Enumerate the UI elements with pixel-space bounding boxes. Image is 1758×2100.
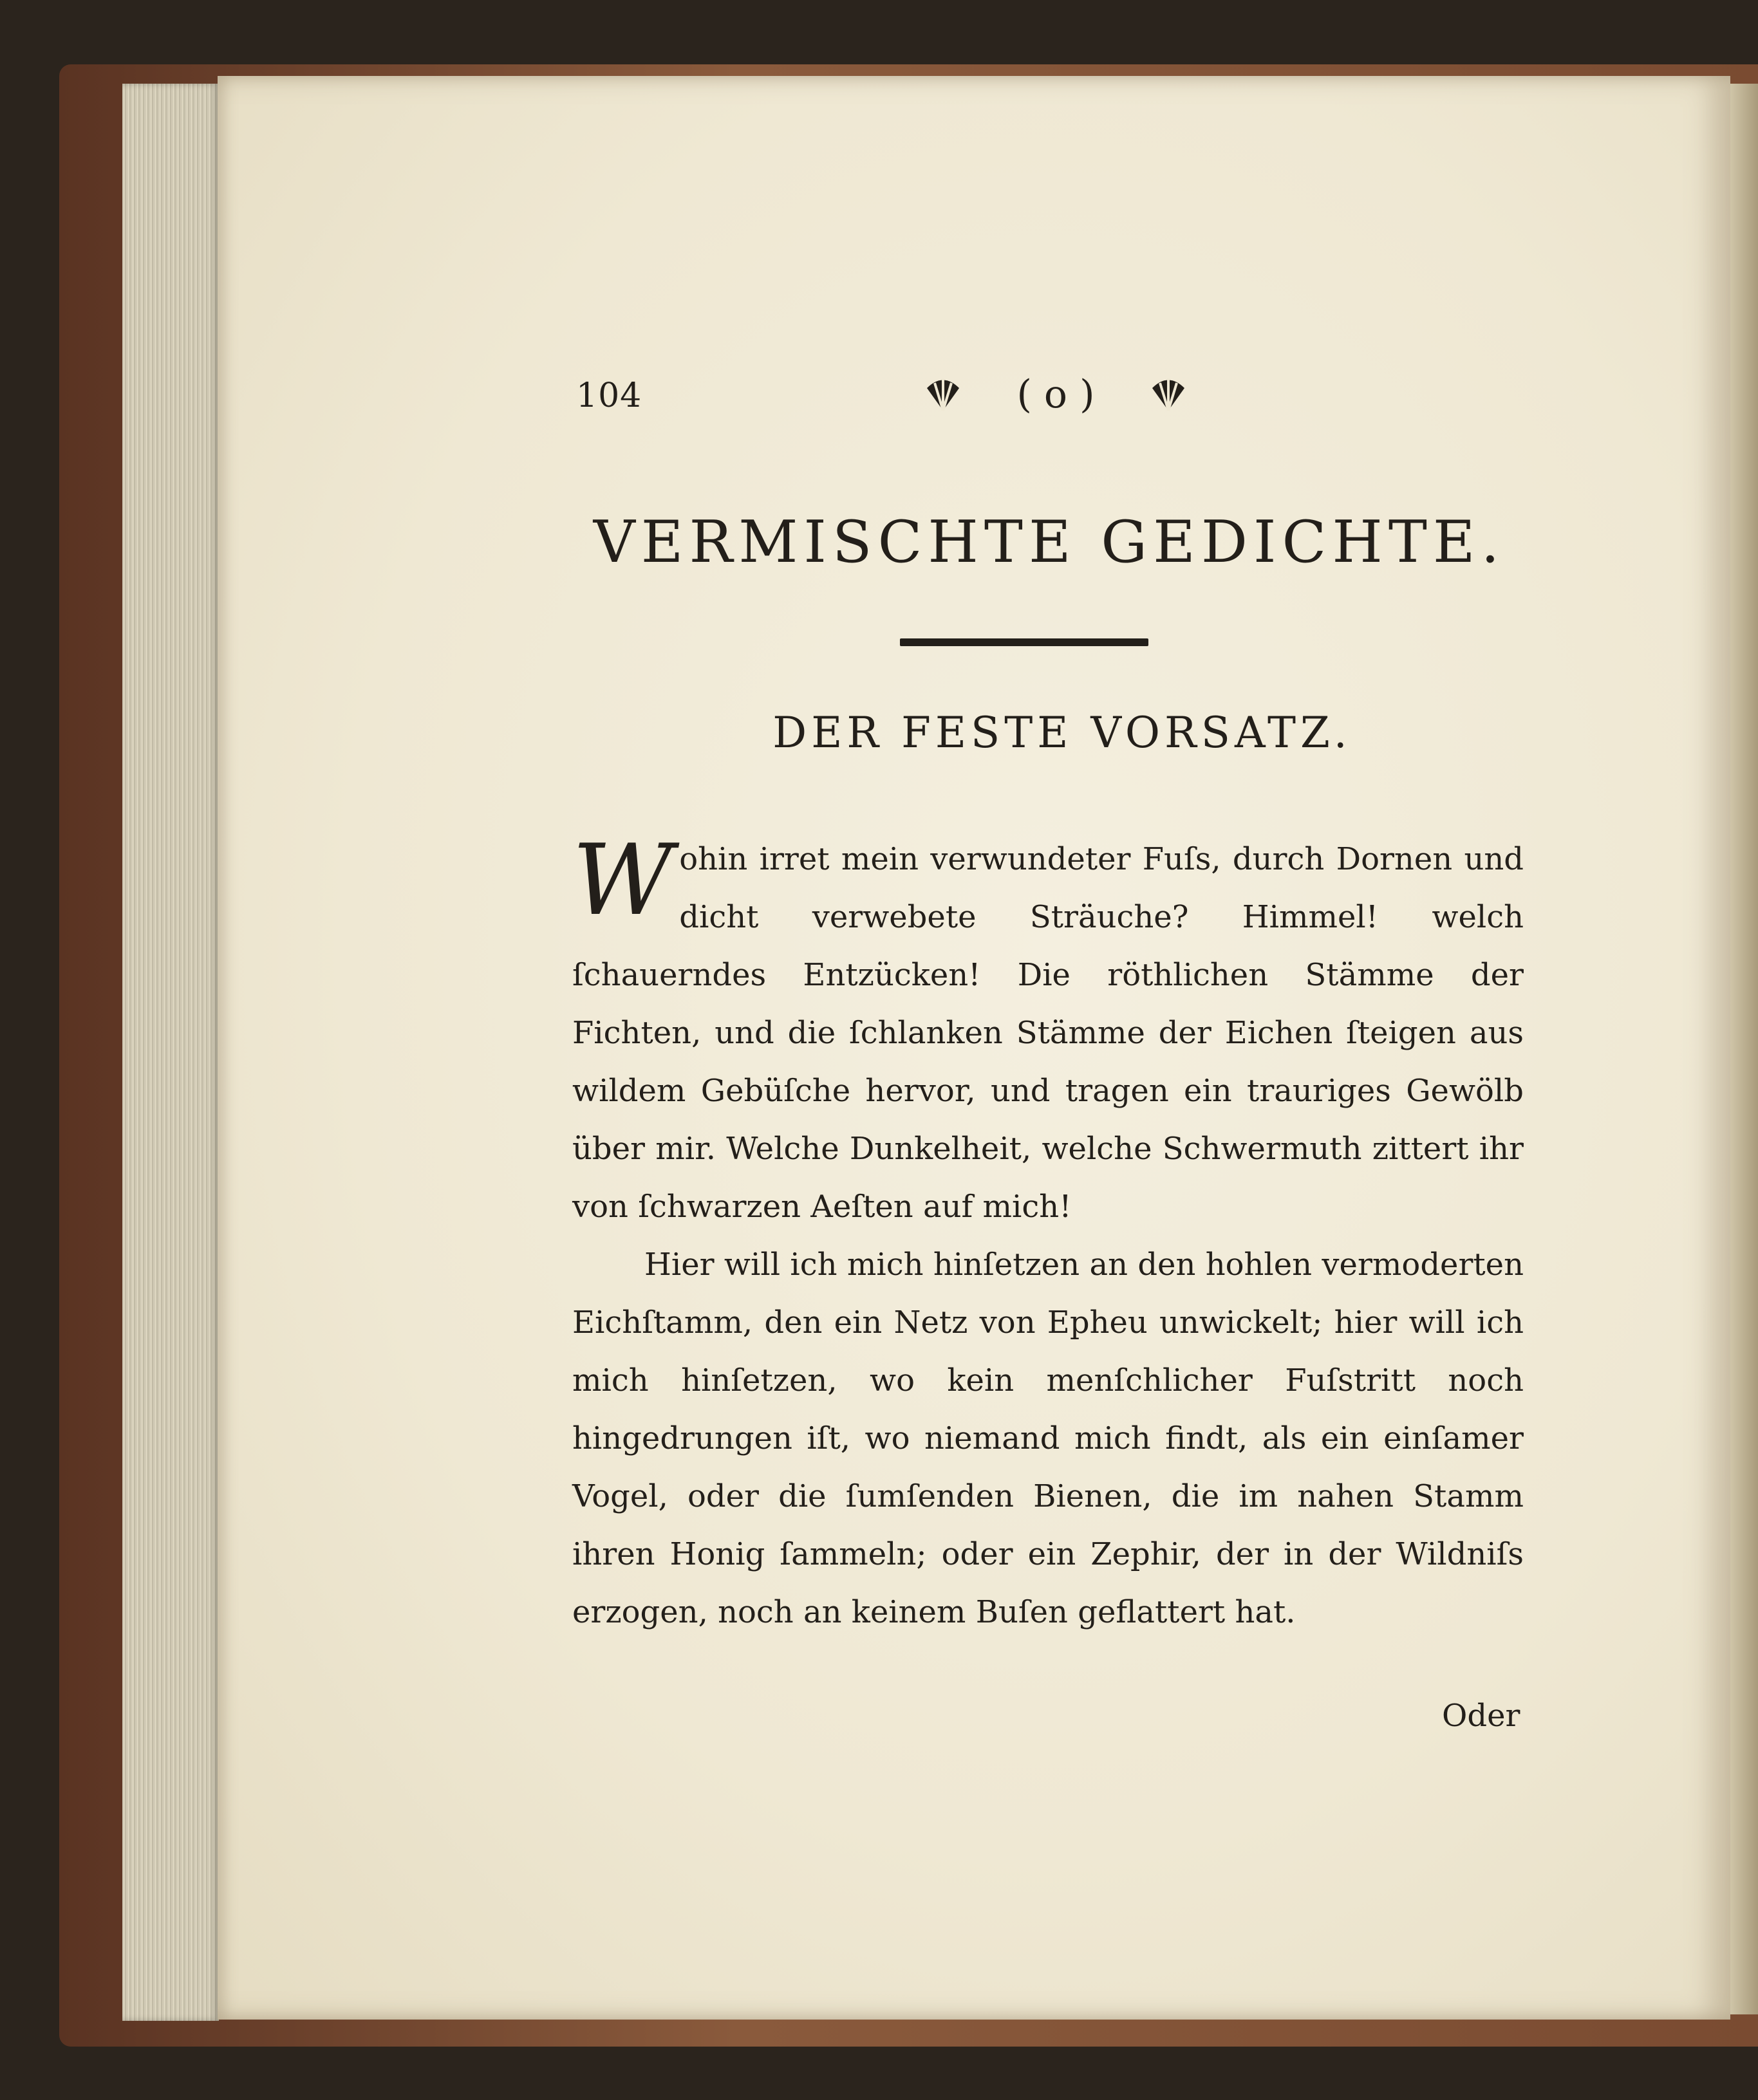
paragraph-1 <box>572 823 1524 1236</box>
shell-ornament-icon <box>1146 375 1191 414</box>
body-text <box>572 823 1524 1641</box>
paragraph-1-text: ohin irret mein verwundeter Fuſs, durch Dornen und dicht verwebete Sträuche? Himmel! welch ſchauerndes Entzücken! Die röthlichen Stämme der Fichten, und die ſchlanken Stämme der Eichen ſteigen aus wildem Gebüſche hervor, und tragen ein trauriges Gewölb über mir. Welche Dunkelheit, welche Schwermuth zittert ihr von ſchwarzen Aeſten auf mich! <box>572 841 1524 1225</box>
shell-ornament-icon <box>921 375 966 414</box>
title-rule <box>900 638 1148 646</box>
running-head <box>921 372 1191 417</box>
section-title: VERMISCHTE GEDICHTE. <box>593 508 1506 576</box>
page-edges <box>122 84 219 2021</box>
catchword: Oder <box>1442 1698 1520 1734</box>
paragraph-2: Hier will ich mich hinſetzen an den hohlen vermoderten Eichſtamm, den ein Netz von Epheu unwickelt; hier will ich mich hinſetzen, wo kein menſchlicher Fuſstritt noch hingedrungen iſt, wo niemand mich findt, als ein einſamer Vogel, oder die ſumſenden Bienen, die im nahen Stamm ihren Honig ſammeln; oder ein Zephir, der in der Wildniſs erzogen, noch an keinem Buſen geflattert hat. <box>572 1247 1524 1630</box>
drop-cap: W <box>572 823 673 937</box>
facing-page-edge <box>1730 84 1758 2014</box>
poem-title: DER FESTE VORSATZ. <box>772 708 1352 757</box>
running-head-text: ( o ) <box>1016 372 1095 417</box>
page-number: 104 <box>576 376 642 415</box>
